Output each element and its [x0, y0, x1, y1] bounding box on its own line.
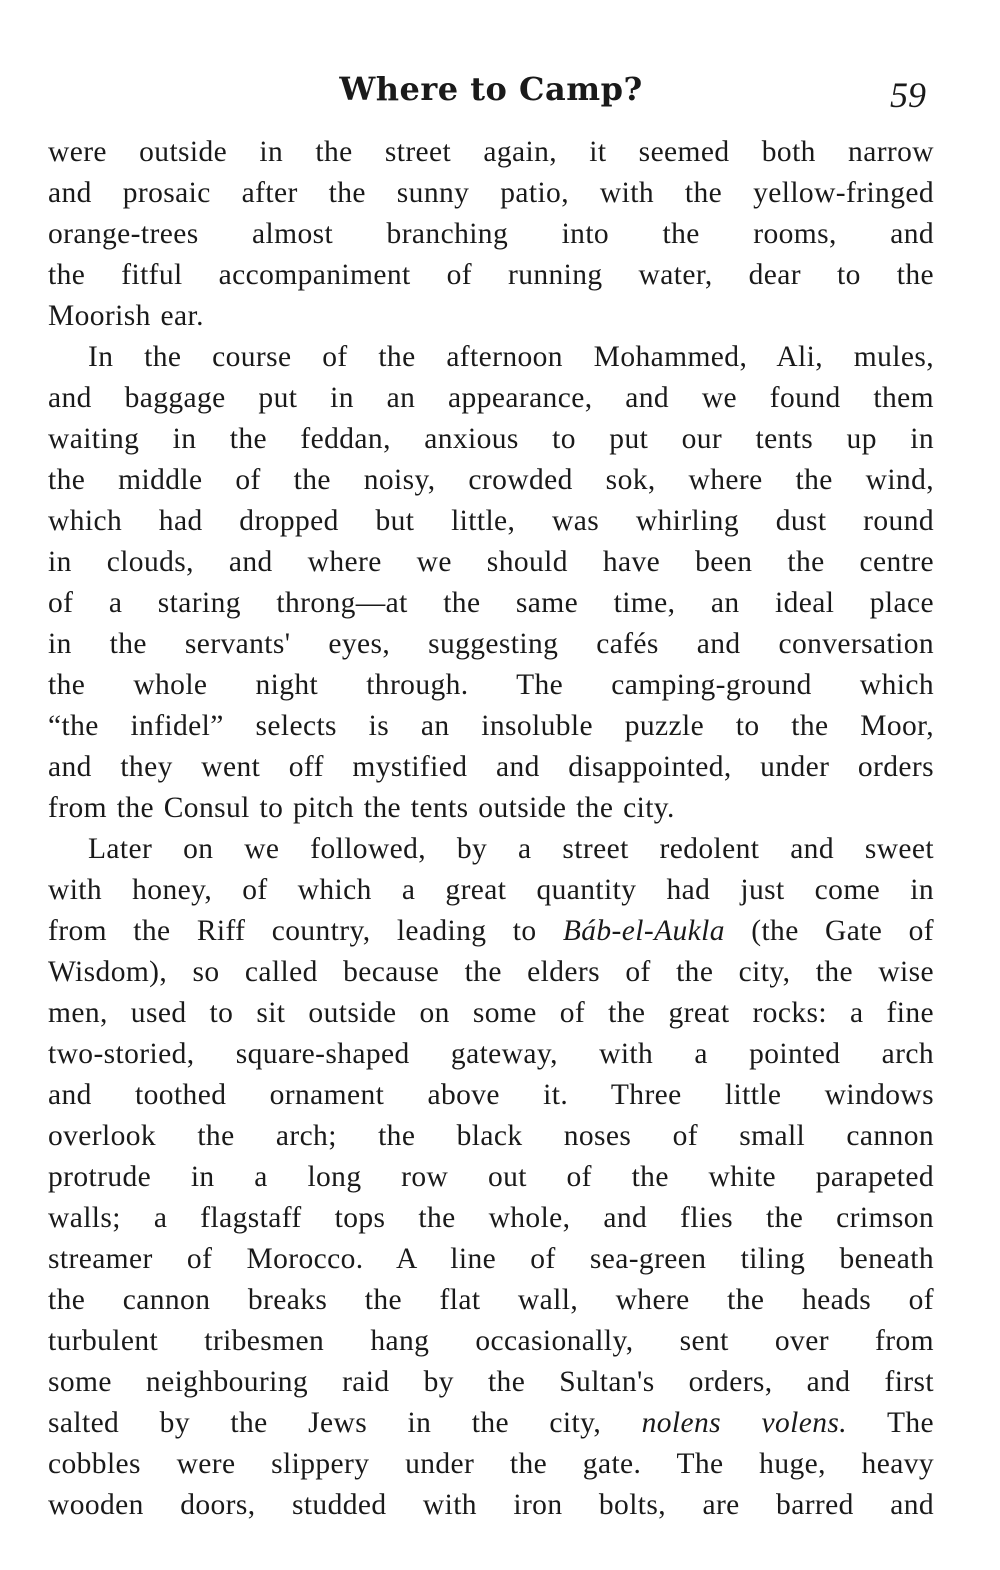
text-line: the cannon breaks the flat wall, where the heads of [48, 1284, 934, 1316]
text-line: which had dropped but little, was whirling dust round [48, 505, 934, 537]
text-line-latin [48, 1403, 934, 1444]
text-line: “the infidel” selects is an insoluble puzzle to the Moor, [48, 710, 934, 742]
running-head [48, 70, 934, 132]
paragraph-1 [48, 132, 934, 337]
text-line-gate [48, 911, 934, 952]
text-run: The [847, 1407, 935, 1439]
body-text [48, 132, 934, 1526]
text-line: from the Consul to pitch the tents outside the city. [48, 792, 675, 824]
text-line: the fitful accompaniment of running water, dear to the [48, 259, 934, 291]
text-line: Wisdom), so called because the elders of the city, the wise [48, 956, 934, 988]
text-line: of a staring throng—at the same time, an ideal place [48, 587, 934, 619]
text-line: walls; a flagstaff tops the whole, and flies the crimson [48, 1202, 934, 1234]
text-line: turbulent tribesmen hang occasionally, sent over from [48, 1325, 934, 1357]
text-line: were outside in the street again, it seemed both narrow [48, 136, 934, 168]
text-line: Later on we followed, by a street redolent and sweet [88, 833, 934, 865]
text-line: wooden doors, studded with iron bolts, are barred and [48, 1489, 934, 1521]
text-line: and prosaic after the sunny patio, with the yellow-fringed [48, 177, 934, 209]
text-line: in clouds, and where we should have been the centre [48, 546, 934, 578]
text-line: the middle of the noisy, crowded sok, where the wind, [48, 464, 934, 496]
text-line: and toothed ornament above it. Three little windows [48, 1079, 934, 1111]
text-line: and baggage put in an appearance, and we found them [48, 382, 934, 414]
text-line: cobbles were slippery under the gate. The huge, heavy [48, 1448, 934, 1480]
text-line: Moorish ear. [48, 300, 204, 332]
text-line: In the course of the afternoon Mohammed, Ali, mules, [88, 341, 934, 373]
page-title: Where to Camp? [339, 70, 643, 108]
text-line: men, used to sit outside on some of the great rocks: a fine [48, 997, 934, 1029]
page-number: 59 [890, 75, 926, 115]
latin-phrase: nolens volens. [641, 1407, 848, 1439]
text-line: protrude in a long row out of the white parapeted [48, 1161, 934, 1193]
text-line: some neighbouring raid by the Sultan's orders, and first [48, 1366, 934, 1398]
text-run: (the Gate of [724, 915, 934, 947]
paragraph-2 [48, 337, 934, 829]
text-line: two-storied, square-shaped gateway, with a pointed arch [48, 1038, 934, 1070]
text-line: overlook the arch; the black noses of small cannon [48, 1120, 934, 1152]
text-run: from the Riff country, leading to [48, 915, 563, 947]
text-line: streamer of Morocco. A line of sea-green tiling beneath [48, 1243, 934, 1275]
gate-name: Báb-el-Aukla [562, 915, 725, 947]
text-line: orange-trees almost branching into the rooms, and [48, 218, 934, 250]
text-line: the whole night through. The camping-ground which [48, 669, 934, 701]
text-line: waiting in the feddan, anxious to put our tents up in [48, 423, 934, 455]
book-page [48, 70, 934, 1526]
text-line: and they went off mystified and disappointed, under orders [48, 751, 934, 783]
text-line: in the servants' eyes, suggesting cafés and conversation [48, 628, 934, 660]
text-run: salted by the Jews in the city, [48, 1407, 642, 1439]
text-line: with honey, of which a great quantity had just come in [48, 874, 934, 906]
paragraph-3 [48, 829, 934, 1526]
